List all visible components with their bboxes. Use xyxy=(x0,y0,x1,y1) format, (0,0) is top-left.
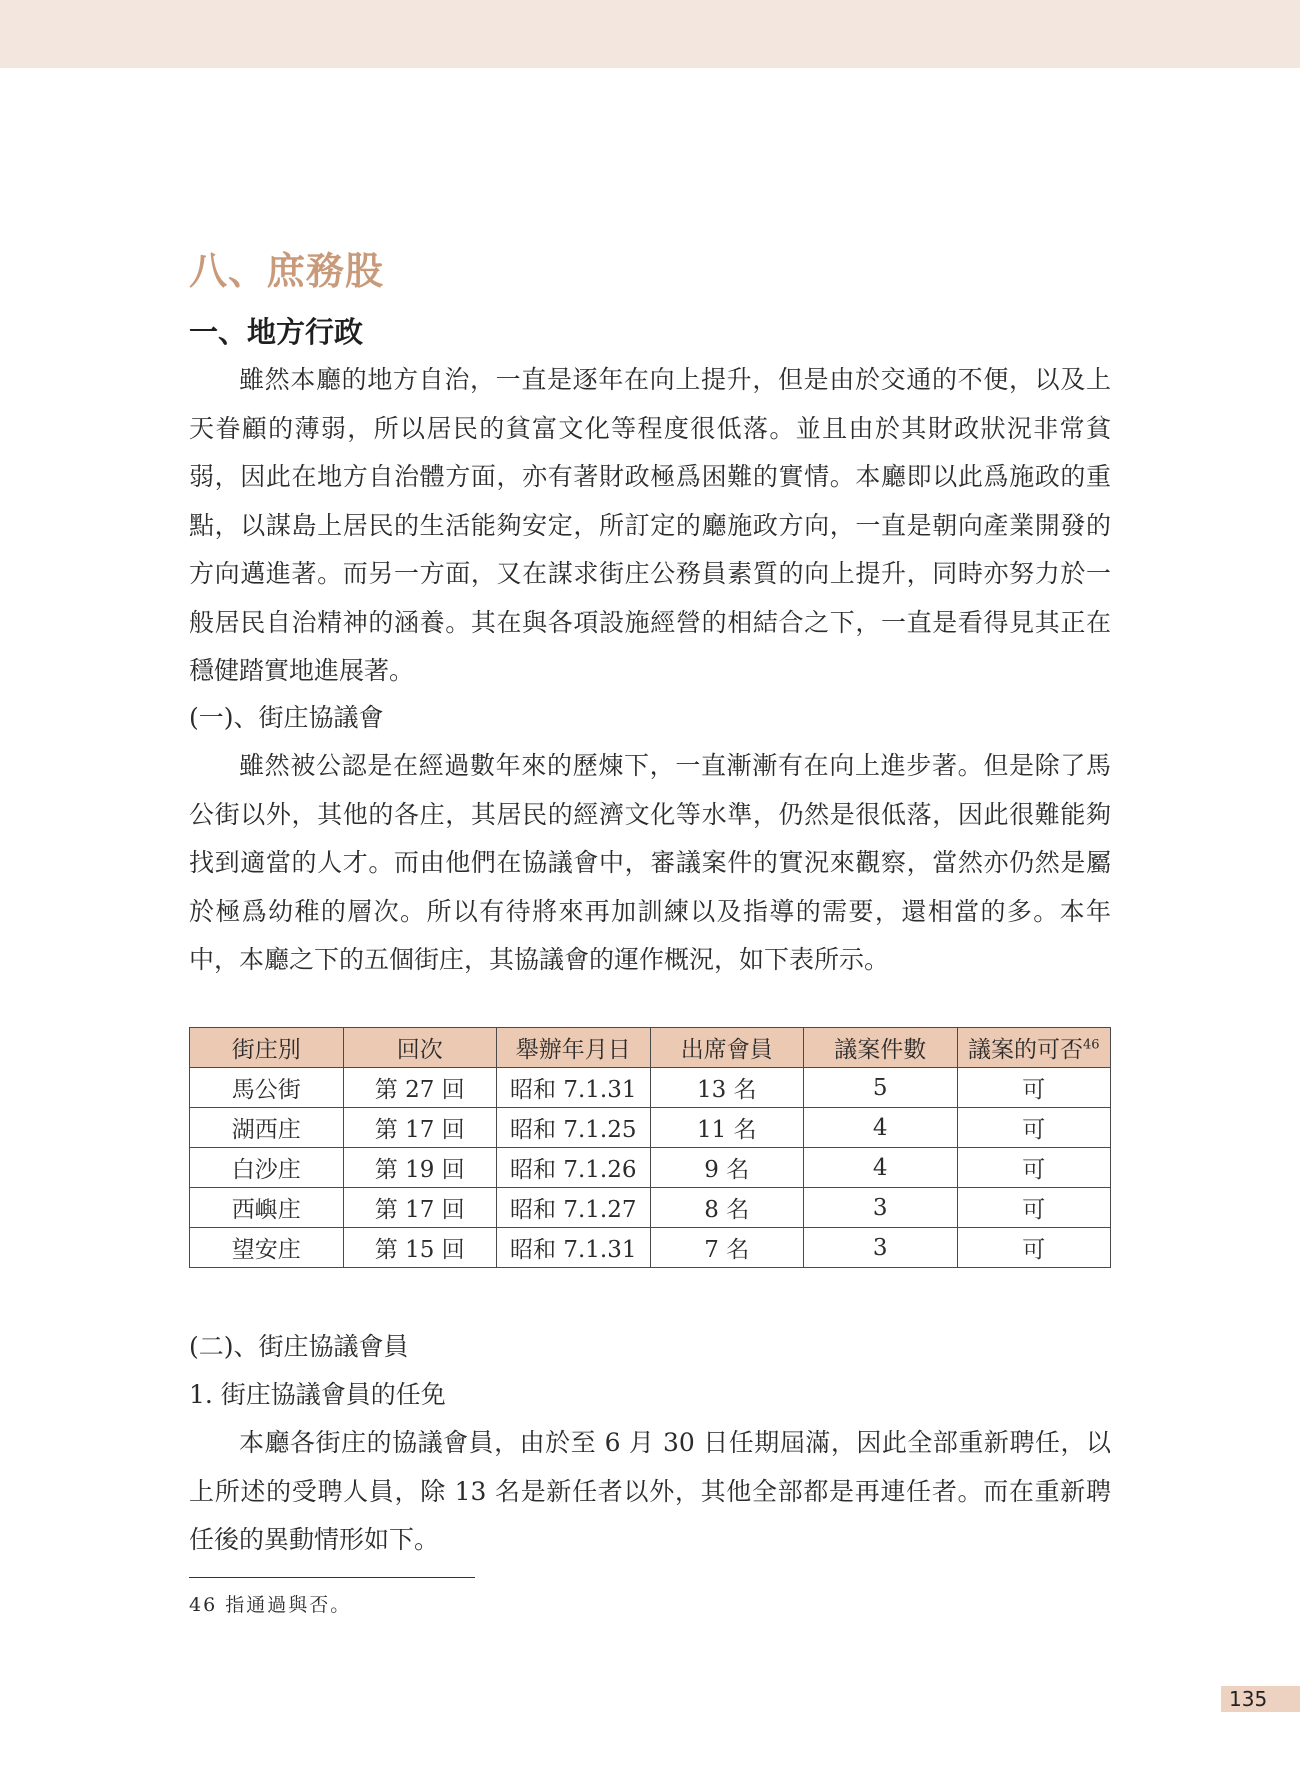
subsection-heading-council: (一)、街庄協議會 xyxy=(189,703,384,732)
table-cell: 西嶼庄 xyxy=(190,1188,344,1228)
table-cell: 望安庄 xyxy=(190,1228,344,1268)
table-cell: 可 xyxy=(957,1108,1111,1148)
table-cell: 5 xyxy=(804,1068,958,1108)
table-row xyxy=(190,1228,1111,1268)
table-cell: 第 27 回 xyxy=(343,1068,497,1108)
table-cell: 昭和 7.1.25 xyxy=(497,1108,651,1148)
table-row xyxy=(190,1148,1111,1188)
paragraph-council: 雖然被公認是在經過數年來的歷煉下，一直漸漸有在向上進步著。但是除了馬公街以外，其他的各庄，其居民的經濟文化等水準，仍然是很低落，因此很難能夠找到適當的人才。而由他們在協議會中，審議案件的實況來觀察，當然亦仍然是屬於極爲幼稚的層次。所以有待將來再加訓練以及指導的需要，還相當的多。本年中，本廳之下的五個街庄，其協議會的運作概況，如下表所示。 xyxy=(189,751,1111,974)
chapter-title: 八、庶務股 xyxy=(189,249,385,293)
table-cell: 第 15 回 xyxy=(343,1228,497,1268)
table-cell: 昭和 7.1.26 xyxy=(497,1148,651,1188)
table-cell: 13 名 xyxy=(650,1068,804,1108)
column-header: 回次 xyxy=(343,1028,497,1068)
table-cell: 昭和 7.1.31 xyxy=(497,1068,651,1108)
paragraph-local-administration: 雖然本廳的地方自治，一直是逐年在向上提升，但是由於交通的不便，以及上天眷顧的薄弱，所以居民的貧富文化等程度很低落。並且由於其財政狀況非常貧弱，因此在地方自治體方面，亦有著財政極爲困難的實情。本廳即以此爲施政的重點，以謀島上居民的生活能夠安定，所訂定的廳施政方向，一直是朝向產業開發的方向邁進著。而另一方面，又在謀求街庄公務員素質的向上提升，同時亦努力於一般居民自治精神的涵養。其在與各項設施經營的相結合之下，一直是看得見其正在穩健踏實地進展著。 xyxy=(189,365,1111,685)
top-decorative-band xyxy=(0,0,1300,68)
column-header: 議案件數 xyxy=(804,1028,958,1068)
footnote: 46 指通過與否。 xyxy=(189,1594,352,1616)
footnote-marker: 46 xyxy=(1082,1037,1100,1053)
table-cell: 9 名 xyxy=(650,1148,804,1188)
footnote-divider xyxy=(189,1577,475,1578)
table-cell: 4 xyxy=(804,1148,958,1188)
sub-subsection-heading-appointment: 1. 街庄協議會員的任免 xyxy=(189,1380,446,1409)
council-meetings-table xyxy=(189,1027,1111,1268)
table-row xyxy=(190,1188,1111,1228)
column-header: 出席會員 xyxy=(650,1028,804,1068)
page-number-tab xyxy=(1221,1686,1300,1712)
table-cell: 白沙庄 xyxy=(190,1148,344,1188)
paragraph-appointment: 本廳各街庄的協議會員，由於至 6 月 30 日任期屆滿，因此全部重新聘任，以上所述的受聘人員，除 13 名是新任者以外，其他全部都是再連任者。而在重新聘任後的異動情形如下。 xyxy=(189,1428,1111,1554)
table-header-row xyxy=(190,1028,1111,1068)
table-cell: 3 xyxy=(804,1188,958,1228)
table-cell: 湖西庄 xyxy=(190,1108,344,1148)
table-cell: 昭和 7.1.27 xyxy=(497,1188,651,1228)
table-cell: 可 xyxy=(957,1188,1111,1228)
table-cell: 7 名 xyxy=(650,1228,804,1268)
table-cell: 可 xyxy=(957,1228,1111,1268)
table-cell: 11 名 xyxy=(650,1108,804,1148)
table-cell: 昭和 7.1.31 xyxy=(497,1228,651,1268)
subsection-heading-council-members: (二)、街庄協議會員 xyxy=(189,1332,409,1361)
column-header-with-note xyxy=(957,1028,1111,1068)
page-number: 135 xyxy=(1229,1687,1268,1711)
table-cell: 可 xyxy=(957,1148,1111,1188)
table-row xyxy=(190,1108,1111,1148)
table-cell: 8 名 xyxy=(650,1188,804,1228)
column-header-label: 議案的可否 xyxy=(967,1037,1083,1063)
table-cell: 4 xyxy=(804,1108,958,1148)
table-cell: 3 xyxy=(804,1228,958,1268)
table-cell: 可 xyxy=(957,1068,1111,1108)
table-cell: 馬公街 xyxy=(190,1068,344,1108)
column-header: 街庄別 xyxy=(190,1028,344,1068)
table-cell: 第 17 回 xyxy=(343,1188,497,1228)
table-cell: 第 19 回 xyxy=(343,1148,497,1188)
table-cell: 第 17 回 xyxy=(343,1108,497,1148)
section-title: 一、地方行政 xyxy=(189,315,364,349)
column-header: 舉辦年月日 xyxy=(497,1028,651,1068)
table-row xyxy=(190,1068,1111,1108)
